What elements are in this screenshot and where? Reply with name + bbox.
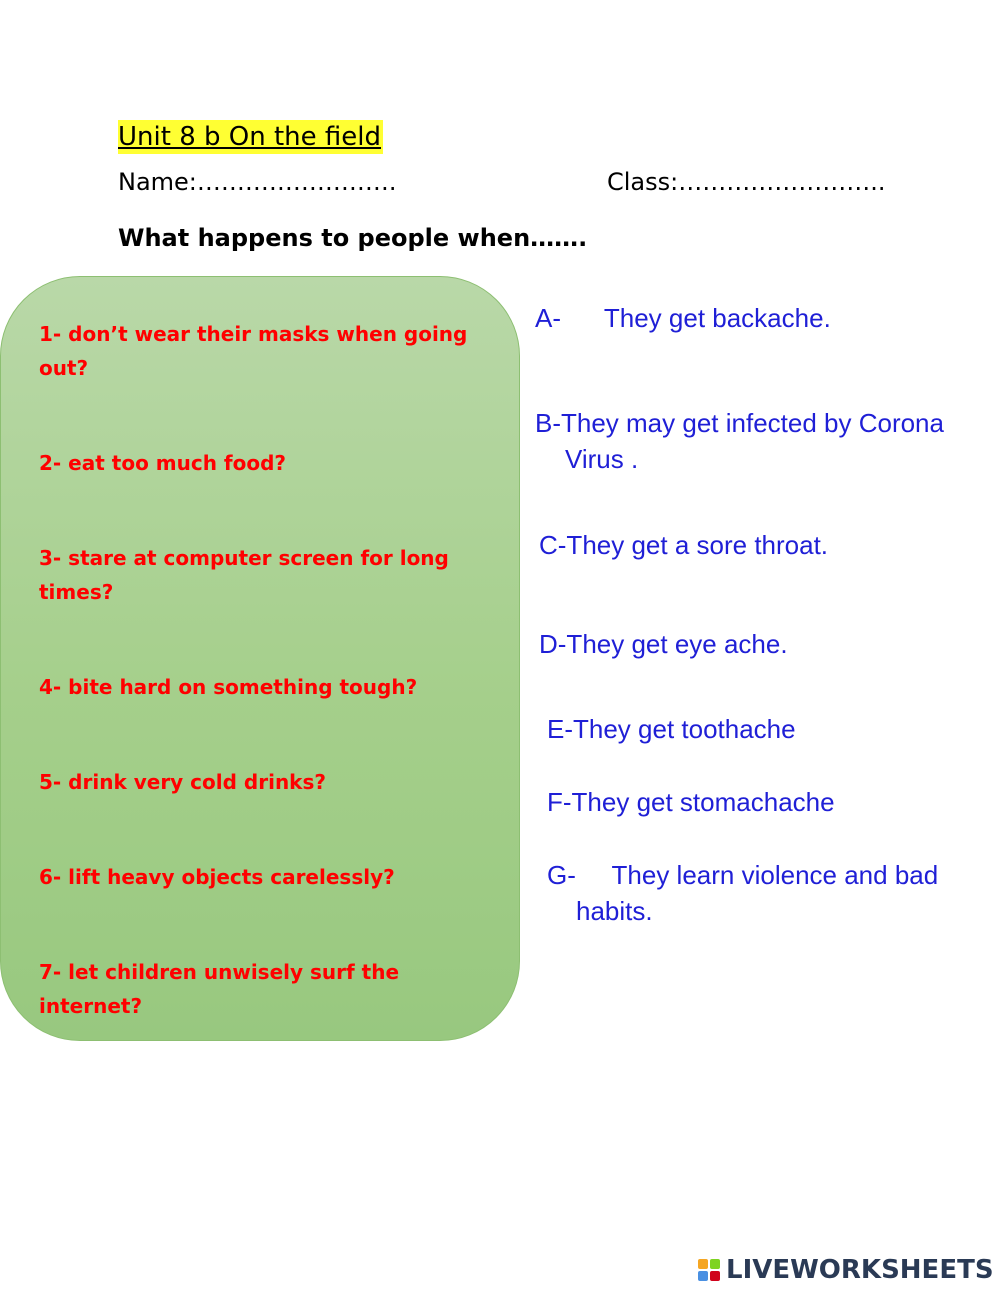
answer-text: F-They get stomachache: [547, 787, 835, 817]
class-field: Class:……………………..: [607, 168, 886, 196]
question-item: 6- lift heavy objects carelessly?: [39, 865, 395, 889]
answer-item: [535, 405, 944, 477]
answer-item: [547, 857, 938, 929]
answer-text: A- They get backache.: [535, 303, 831, 333]
answer-text: E-They get toothache: [547, 714, 796, 744]
answer-item: [539, 626, 788, 662]
answer-text: C-They get a sore throat.: [539, 530, 829, 560]
question-item: 5- drink very cold drinks?: [39, 770, 326, 794]
answer-text-continued: Virus .: [565, 444, 639, 474]
question-item: 2- eat too much food?: [39, 451, 287, 475]
logo-text: LIVEWORKSHEETS: [726, 1255, 994, 1285]
worksheet-title: Unit 8 b On the field: [118, 122, 382, 152]
liveworksheets-logo-icon: [698, 1259, 720, 1281]
question-item: 4- bite hard on something tough?: [39, 675, 418, 699]
answer-text: D-They get eye ache.: [539, 629, 788, 659]
answer-item: [539, 527, 828, 563]
question-prompt: What happens to people when…….: [118, 224, 588, 252]
answer-item: [547, 711, 796, 747]
name-field: Name:…………………….: [118, 168, 397, 196]
question-item: 3- stare at computer screen for long times?: [39, 546, 449, 604]
question-item: 1- don’t wear their masks when going out?: [39, 322, 468, 380]
questions-panel: [0, 276, 520, 1041]
question-item: 7- let children unwisely surf the internet?: [39, 960, 400, 1018]
answer-text: G- They learn violence and bad: [547, 860, 939, 890]
answer-item: [535, 300, 831, 336]
answer-text: B-They may get infected by Corona: [535, 408, 944, 438]
answer-item: [547, 784, 835, 820]
liveworksheets-logo: [698, 1254, 994, 1286]
answer-text-continued: habits.: [576, 896, 653, 926]
